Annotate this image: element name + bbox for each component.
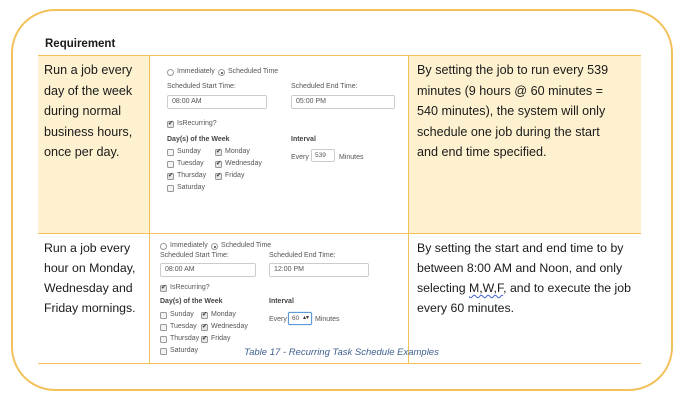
radio-immediately[interactable] (167, 69, 174, 76)
interval-stepper[interactable] (288, 312, 312, 325)
radio-immediately-label: Immediately (177, 68, 215, 75)
interval-label: Interval (269, 298, 294, 305)
radio-immediately-label: Immediately (170, 242, 208, 249)
is-recurring-label: IsRecurring? (170, 284, 210, 291)
sunday-label: Sunday (170, 311, 194, 318)
requirement-line: Run a job every (44, 241, 131, 255)
selected-days-text: M,W,F (468, 281, 504, 295)
sunday-checkbox[interactable] (160, 312, 167, 319)
days-of-week-label: Day(s) of the Week (167, 136, 230, 143)
requirement-line: once per day. (44, 145, 120, 159)
thursday-checkbox[interactable] (160, 336, 167, 343)
explanation-line: By setting the start and end time to by (417, 241, 624, 255)
table-header-requirement: Requirement (38, 34, 641, 56)
start-time-input[interactable]: 08:00 AM (160, 263, 256, 277)
tuesday-checkbox[interactable] (160, 324, 167, 331)
tuesday-label: Tuesday (170, 323, 197, 330)
selecting-suffix: , and to execute the job (503, 281, 631, 295)
thursday-label: Thursday (177, 172, 207, 179)
friday-checkbox[interactable] (201, 336, 208, 343)
explanation-cell (409, 56, 641, 233)
is-recurring-checkbox[interactable] (160, 285, 167, 292)
radio-scheduled-time-label: Scheduled Time (228, 68, 279, 75)
friday-label: Friday (211, 335, 231, 342)
table-caption: Table 17 - Recurring Task Schedule Examples (244, 347, 439, 358)
every-label: Every (291, 154, 309, 161)
interval-input[interactable]: 539 (311, 149, 335, 162)
tuesday-label: Tuesday (177, 160, 204, 167)
thursday-checkbox[interactable] (167, 173, 174, 180)
minutes-label: Minutes (315, 316, 340, 323)
tuesday-checkbox[interactable] (167, 161, 174, 168)
monday-label: Monday (211, 311, 236, 318)
requirement-line: business hours, (44, 124, 133, 139)
days-of-week-label: Day(s) of the Week (160, 298, 223, 305)
start-time-label: Scheduled Start Time: (160, 252, 229, 259)
radio-scheduled-time-label: Scheduled Time (221, 242, 272, 249)
requirement-line: Run a job every (44, 63, 133, 77)
radio-immediately[interactable] (160, 243, 167, 250)
explanation-line: By setting the job to run every 539 (417, 63, 609, 77)
selecting-prefix: selecting (417, 281, 469, 295)
start-time-input[interactable]: 08:00 AM (167, 95, 267, 109)
explanation-line: between 8:00 AM and Noon, and only (417, 261, 623, 275)
thursday-label: Thursday (170, 335, 200, 342)
table-row (38, 234, 641, 364)
end-time-input[interactable]: 05:00 PM (291, 95, 395, 109)
requirement-line: Wednesday and (44, 281, 133, 295)
table-row (38, 56, 641, 234)
requirement-line: day of the week (44, 83, 133, 98)
monday-label: Monday (225, 148, 250, 155)
is-recurring-label: IsRecurring? (177, 120, 217, 127)
sunday-checkbox[interactable] (167, 149, 174, 156)
end-time-label: Scheduled End Time: (291, 83, 358, 90)
explanation-line: minutes (9 hours @ 60 minutes = (417, 83, 604, 98)
end-time-label: Scheduled End Time: (269, 252, 336, 259)
every-label: Every (269, 316, 287, 323)
saturday-checkbox[interactable] (167, 185, 174, 192)
monday-checkbox[interactable] (215, 149, 222, 156)
sunday-label: Sunday (177, 148, 201, 155)
explanation-line-selecting (417, 278, 633, 298)
explanation-line: every 60 minutes. (417, 301, 515, 315)
stepper-arrows-icon[interactable]: ▴▾ (302, 315, 309, 321)
end-time-input[interactable]: 12:00 PM (269, 263, 369, 277)
interval-label: Interval (291, 136, 316, 143)
wednesday-checkbox[interactable] (201, 324, 208, 331)
requirement-line: during normal (44, 104, 122, 118)
explanation-line: 540 minutes), the system will only (417, 104, 606, 118)
wednesday-label: Wednesday (225, 160, 262, 167)
is-recurring-checkbox[interactable] (167, 121, 174, 128)
minutes-label: Minutes (339, 154, 364, 161)
friday-checkbox[interactable] (215, 173, 222, 180)
schedule-form-screenshot (150, 234, 409, 363)
explanation-line: and end time specified. (417, 145, 547, 159)
saturday-label: Saturday (177, 184, 206, 191)
wednesday-label: Wednesday (211, 323, 248, 330)
wednesday-checkbox[interactable] (215, 161, 222, 168)
schedule-form-screenshot (150, 56, 409, 233)
requirement-line: Friday mornings. (44, 301, 136, 315)
interval-value: 60 (292, 315, 300, 322)
explanation-cell (409, 234, 641, 363)
radio-scheduled-time[interactable] (211, 243, 218, 250)
monday-checkbox[interactable] (201, 312, 208, 319)
requirement-line: hour on Monday, (44, 261, 136, 275)
start-time-label: Scheduled Start Time: (167, 83, 236, 90)
requirement-cell (38, 234, 150, 363)
friday-label: Friday (225, 172, 245, 179)
schedule-form (167, 68, 402, 228)
explanation-line: schedule one job during the start (417, 124, 600, 139)
saturday-label: Saturday (170, 347, 199, 354)
radio-scheduled-time[interactable] (218, 69, 225, 76)
requirement-cell (38, 56, 150, 233)
schedule-form (160, 242, 405, 362)
